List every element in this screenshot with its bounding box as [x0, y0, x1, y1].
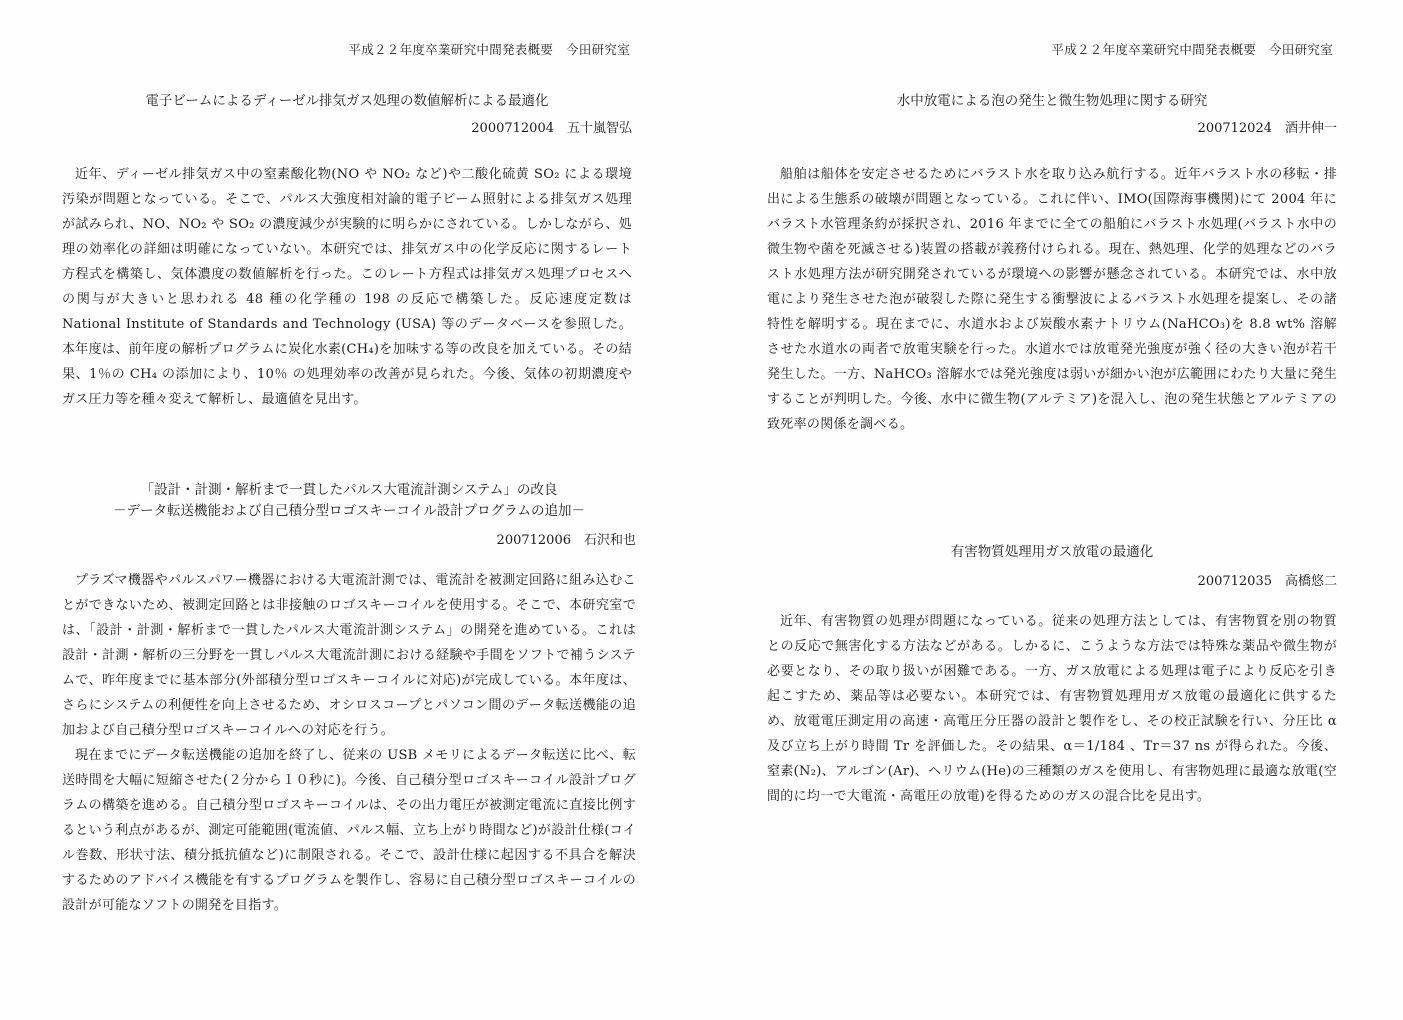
- author-line: 200712024 酒井伸一: [1197, 121, 1337, 136]
- abstract-section-2: [62, 481, 636, 918]
- abstract-title: 電子ビームによるディーゼル排気ガス処理の数値解析による最適化: [145, 93, 549, 109]
- author-line: 200712006 石沢和也: [496, 533, 636, 548]
- abstract-paragraph: プラズマ機器やパルスパワー機器における大電流計測では、電流計を被測定回路に組み込むことができないため、被測定回路とは非接触のロゴスキーコイルを使用する。そこで、本研究室では、「設計・計測・解析まで一貫したパルス大電流計測システム」の開発を進めている。これは設計・計測・解析の三分野を一貫しパルス大電流計測における経験や手間をソフトで補うシステムで、昨年度までに基本部分(外部積分型ロゴスキーコイルに対応)が完成している。本年度は、さらにシステムの利便性を向上させるため、オシロスコープとパソコン間のデータ転送機能の追加および自己積分型ロゴスキーコイルへの対応を行う。: [62, 573, 636, 738]
- abstract-paragraph: 船舶は船体を安定させるためにバラスト水を取り込み航行する。近年バラスト水の移転・排出による生態系の破壊が問題となっている。これに伴い、IMO(国際海事機関)にて 2004 年にバラスト水管理条約が採択され、2016 年までに全ての船舶にバラスト水処理(バラスト水中の微生物や菌を死滅させる)装置の搭載が義務付けられる。現在、熱処理、化学的処理などのバラスト水処理方法が研究開発されているが環境への影響が懸念されている。本研究では、水中放電により発生させた泡が破裂した際に発生する衝撃波によるバラスト水処理を提案し、その諸特性を解明する。現在までに、水道水および炭酸水素ナトリウム(NaHCO₃)を 8.8 wt% 溶解させた水道水の両者で放電実験を行った。水道水では放電発光強度が強く径の大きい泡が若干発生した。一方、NaHCO₃ 溶解水では発光強度は弱いが細かい泡が広範囲にわたり大量に発生することが判明した。今後、水中に微生物(アルテミア)を混入し、泡の発生状態とアルテミアの致死率の関係を調べる。: [767, 167, 1337, 432]
- abstract-title: 「設計・計測・解析まで一貫したパルス大電流計測システム」の改良: [140, 482, 558, 498]
- abstract-paragraph: 近年、有害物質の処理が問題になっている。従来の処理方法としては、有害物質を別の物質との反応で無害化する方法などがある。しかるに、こうような方法では特殊な薬品や微生物が必要となり、その取り扱いが困難である。一方、ガス放電による処理は電子により反応を引き起こすため、薬品等は必要ない。本研究では、有害物質処理用ガス放電の最適化に供するため、放電電圧測定用の高速・高電圧分圧器の設計と製作をし、その校正試験を行い、分圧比 α 及び立ち上がり時間 Tr を評価した。その結果、α＝1/184 、Tr＝37 ns が得られた。今後、窒素(N₂)、アルゴン(Ar)、ヘリウム(He)の三種類のガスを使用し、有害物処理に最適な放電(空間的に均一で大電流・高電圧の放電)を得るためのガスの混合比を見出す。: [767, 614, 1337, 804]
- abstract-title: 水中放電による泡の発生と微生物処理に関する研究: [896, 93, 1208, 109]
- abstract-section-1: [62, 92, 632, 412]
- page-right: [703, 0, 1403, 1020]
- author-line: 2000712004 五十嵐智弘: [471, 121, 632, 136]
- abstract-section-3: [767, 92, 1337, 437]
- abstract-title: 有害物質処理用ガス放電の最適化: [950, 544, 1154, 560]
- abstract-paragraph: 近年、ディーゼル排気ガス中の窒素酸化物(NO や NO₂ など)や二酸化硫黄 SO₂ による環境汚染が問題となっている。そこで、パルス大強度相対論的電子ビーム照射による排気ガス処理が試みられ、NO、NO₂ や SO₂ の濃度減少が実験的に明らかにされている。しかしながら、処理の効率化の詳細は明確になっていない。本研究では、排気ガス中の化学反応に関するレート方程式を構築し、気体濃度の数値解析を行った。このレート方程式は排気ガス処理プロセスへの関与が大きいと思われる 48 種の化学種の 198 の反応で構築した。反応速度定数は National Institute of Standards and Technology (USA) 等のデータベースを参照した。本年度は、前年度の解析プログラムに炭化水素(CH₄)を加味する等の改良を加えている。その結果、1％の CH₄ の添加により、10％ の処理効率の改善が見られた。今後、気体の初期濃度やガス圧力等を種々変えて解析し、最適値を見出す。: [62, 167, 633, 407]
- abstract-subtitle: －データ転送機能および自己積分型ロゴスキーコイル設計プログラムの追加－: [113, 503, 585, 519]
- abstract-paragraph: 現在までにデータ転送機能の追加を終了し、従来の USB メモリによるデータ転送に比べ、転送時間を大幅に短縮させた(２分から１０秒に)。今後、自己積分型ロゴスキーコイル設計プログラムの構築を進める。自己積分型ロゴスキーコイルは、その出力電圧が被測定電流に直接比例するという利点があるが、測定可能範囲(電流値、パルス幅、立ち上がり時間など)が設計仕様(コイル巻数、形状寸法、積分抵抗値など)に制限される。そこで、設計仕様に起因する不具合を解決するためのアドバイス機能を有するプログラムを製作し、容易に自己積分型ロゴスキーコイルの設計が可能なソフトの開発を目指す。: [62, 748, 636, 913]
- page-left: [0, 0, 700, 1020]
- author-line: 200712035 高橋悠二: [1197, 574, 1337, 589]
- page-header: 平成２２年度卒業研究中間発表概要 今田研究室: [1051, 42, 1333, 57]
- page-header: 平成２２年度卒業研究中間発表概要 今田研究室: [348, 42, 630, 57]
- abstract-section-4: [767, 543, 1337, 809]
